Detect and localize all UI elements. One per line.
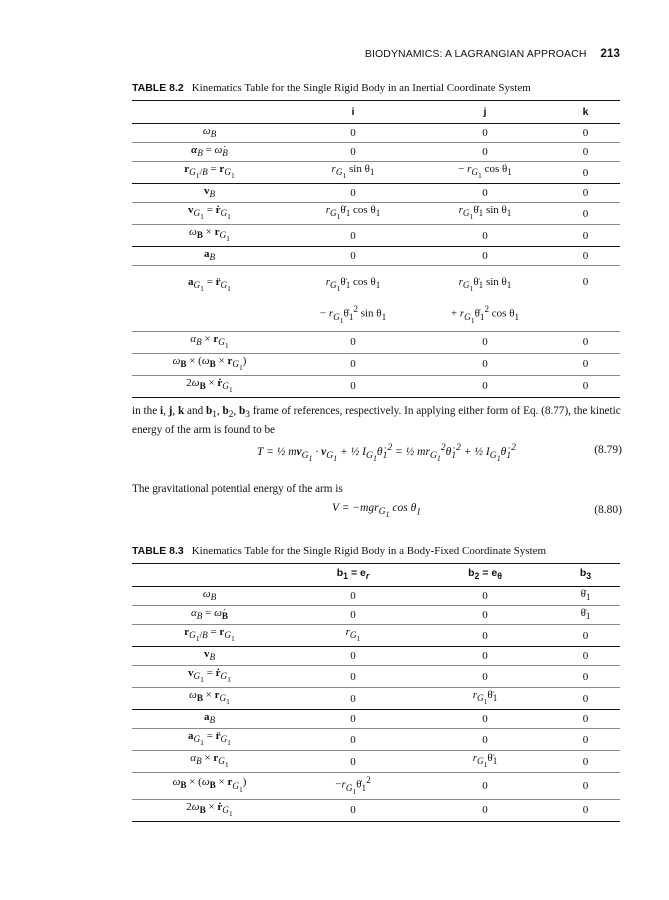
cell: 0 [287,184,419,203]
cell: 0 [287,710,419,729]
table1-row-omega [132,124,620,143]
row-label: $a_{G_1}$ = $r̈_{G_1}$ [132,729,287,751]
row-label: $v_B$ [132,647,287,666]
cell: $r_{G_1}\thetȧ_1$ $\cos \theta_1$ [287,203,419,225]
table2-row-ag [132,729,620,751]
cell: $r_{G_1}$ [287,625,419,647]
cell: 0 [287,606,419,625]
cell: 0 [287,729,419,751]
table2-number: TABLE 8.3 [132,545,184,557]
table2-caption [132,545,546,557]
cell: 0 [287,666,419,688]
table1-row-alpha-cross-r [132,331,620,353]
cell: $-r_{G_1}\thetȧ_1^2$ [287,773,419,800]
row-label: $v_B$ [132,184,287,203]
equation-expression: T = ½ $mv_{G_1} \cdot v_{G_1}$ + ½ $I_{G_1}\thetȧ_1^2$ = ½ $mr_{G_1}^2\thetȧ_1^2$ + ½ $I_{G_1}\thetȧ_1^2$ [257,442,516,464]
table1-col-i: i [287,101,419,124]
table2-row-vb [132,647,620,666]
table1-row-ag [132,266,620,332]
cell: 0 [551,124,620,143]
cell: 0 [551,799,620,821]
cell: $\thetä_1$ [551,606,620,625]
cell: 0 [287,375,419,397]
cell: 0 [419,353,551,375]
cell: 0 [419,225,551,247]
cell: $\thetȧ_1$ [551,587,620,606]
row-label: $\omega_B \times r_{G_1}$ [132,225,287,247]
cell: 0 [287,647,419,666]
table2-caption-text: Kinematics Table for the Single Rigid Body in a Body-Fixed Coordinate System [191,545,547,557]
table2-col-b1: $b_1 = e_r$ [287,564,419,587]
table2-row-ab [132,710,620,729]
paragraph-1: in the i, j, k and $b_1$, $b_2$, $b_3$ frame of references, respectively. In applying either form of Eq. (8.77), the kinetic energy of the arm is found to be [132,405,621,437]
cell: 0 [287,331,419,353]
table1-row-vb [132,184,620,203]
cell: 0 [551,331,620,353]
cell: 0 [419,184,551,203]
table1-row-centripetal [132,353,620,375]
table2-row-coriolis [132,799,620,821]
table2-row-vg [132,666,620,688]
cell: 0 [419,625,551,647]
table1-row-ab [132,247,620,266]
cell: $r_{G_1}\thetä_1$ [419,751,551,773]
running-head [0,48,620,60]
cell: 0 [419,606,551,625]
cell: $r_{G_1}\thetä_1$ [419,688,551,710]
equation-number: (8.80) [594,504,622,516]
cell: 0 [419,331,551,353]
row-label: $v_{G_1}$ = ṙ$_{G_1}$ [132,203,287,225]
table2-row-alpha-cross-r [132,751,620,773]
table1-row-vg [132,203,620,225]
cell: 0 [419,247,551,266]
cell: 0 [551,266,620,332]
row-label: $\alpha_B$ = $\omegȧ_B$ [132,143,287,162]
cell: 0 [287,751,419,773]
cell: 0 [551,625,620,647]
equation-number: (8.79) [594,444,622,456]
table2-row-alpha [132,606,620,625]
table1-caption [132,82,531,94]
cell: 0 [551,247,620,266]
equation-8-79 [132,440,622,468]
page-number: 213 [600,48,620,60]
cell: $r_{G_1}\thetȧ_1$ $\sin \theta_1$ [419,203,551,225]
cell: 0 [287,799,419,821]
cell: 0 [551,184,620,203]
cell: 0 [287,353,419,375]
table2 [132,563,620,822]
cell: 0 [287,688,419,710]
equation-8-80 [132,500,622,528]
cell: 0 [287,225,419,247]
cell: 0 [551,729,620,751]
row-label: $r_{G_1/B} = r_{G_1}$ [132,162,287,184]
row-label: $a_{G_1}$ = $r̈_{G_1}$ [132,266,287,332]
row-label: $a_B$ [132,247,287,266]
table1-col-j: j [419,101,551,124]
table2-row-centripetal [132,773,620,800]
table1-row-alpha [132,143,620,162]
cell: 0 [419,124,551,143]
row-label: $2\omega_B$ × ṙ$_{G_1}$ [132,799,287,821]
row-label: $\alpha_B$ = $\omegȧ_B$ [132,606,287,625]
row-label: $a_B$ [132,710,287,729]
cell: 0 [287,124,419,143]
cell: 0 [419,375,551,397]
cell: 0 [419,773,551,800]
cell: 0 [287,143,419,162]
table1-row-r [132,162,620,184]
row-label: $\omega_B \times (\omega_B \times r_{G_1})$ [132,773,287,800]
table1-row-coriolis [132,375,620,397]
cell: 0 [551,225,620,247]
cell: 0 [551,162,620,184]
cell: 0 [419,729,551,751]
table1-col-k: k [551,101,620,124]
table1-caption-text: Kinematics Table for the Single Rigid Body in an Inertial Coordinate System [191,82,531,94]
equation-expression: V = −mgr$_{G_1}$ $\cos \theta_1$ [332,502,422,520]
row-label: $\alpha_B \times r_{G_1}$ [132,331,287,353]
cell: 0 [551,647,620,666]
cell: $r_{G_1}\thetä_1$ $\cos \theta_1$ − $r_{G_1}\thetȧ_1^2$ $\sin \theta_1$ [287,266,419,332]
table2-col-b3: $b_3$ [551,564,620,587]
cell: $r_{G_1}$ $\sin \theta_1$ [287,162,419,184]
paragraph-2: The gravitational potential energy of the arm is [132,483,343,495]
cell: 0 [551,751,620,773]
row-label: $\omega_B \times (\omega_B \times r_{G_1})$ [132,353,287,375]
row-label: $2\omega_B$ × ṙ$_{G_1}$ [132,375,287,397]
cell: 0 [287,247,419,266]
row-label: $\omega_B \times r_{G_1}$ [132,688,287,710]
row-label: $r_{G_1/B} = r_{G_1}$ [132,625,287,647]
cell: 0 [419,143,551,162]
cell: 0 [419,666,551,688]
row-label: $\alpha_B \times r_{G_1}$ [132,751,287,773]
table2-row-r [132,625,620,647]
cell: 0 [551,203,620,225]
cell: 0 [419,587,551,606]
table1 [132,100,620,398]
table2-row-omega [132,587,620,606]
cell: 0 [551,353,620,375]
row-label: $v_{G_1}$ = ṙ$_{G_1}$ [132,666,287,688]
cell: 0 [551,688,620,710]
table1-row-omega-cross-r [132,225,620,247]
row-label: $\omega_B$ [132,587,287,606]
cell: 0 [551,710,620,729]
cell: 0 [551,666,620,688]
cell: $r_{G_1}\thetä_1$ $\sin \theta_1$ + $r_{G_1}\thetȧ_1^2$ $\cos \theta_1$ [419,266,551,332]
cell: 0 [551,773,620,800]
cell: 0 [419,710,551,729]
cell: − $r_{G_1}$ $\cos \theta_1$ [419,162,551,184]
table2-row-omega-cross-r [132,688,620,710]
cell: 0 [551,375,620,397]
cell: 0 [551,143,620,162]
cell: 0 [419,799,551,821]
table2-col-b2: $b_2 = e_\theta$ [419,564,551,587]
table1-number: TABLE 8.2 [132,82,184,94]
cell: 0 [419,647,551,666]
row-label: $\omega_B$ [132,124,287,143]
running-head-title: BIODYNAMICS: A LAGRANGIAN APPROACH [364,48,587,60]
cell: 0 [287,587,419,606]
